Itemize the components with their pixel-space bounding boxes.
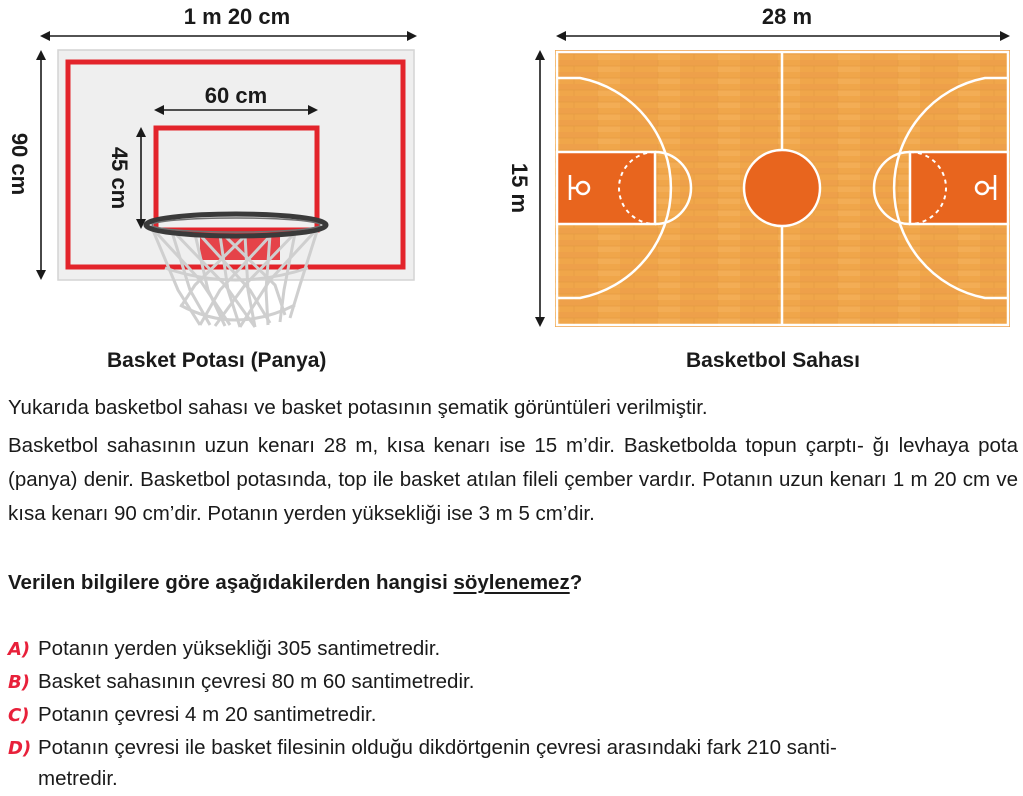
hoop-inner-height-label: 45 cm bbox=[107, 146, 132, 210]
option-c[interactable] bbox=[8, 700, 1018, 731]
question bbox=[8, 571, 582, 595]
option-a[interactable] bbox=[8, 634, 1018, 665]
court-caption: Basketbol Sahası bbox=[686, 349, 860, 372]
hoop-height-label: 90 cm bbox=[7, 132, 32, 196]
option-label: A) bbox=[8, 639, 31, 660]
option-text: Potanın çevresi 4 m 20 santimetredir. bbox=[38, 703, 377, 726]
center-circle bbox=[744, 150, 820, 226]
option-text-continued: metredir. bbox=[38, 767, 118, 790]
intro-text: Yukarıda basketbol sahası ve basket potasının şematik görüntüleri verilmiştir. bbox=[8, 396, 708, 419]
option-text: Basket sahasının çevresi 80 m 60 santimetredir. bbox=[38, 670, 475, 693]
court-width-label: 28 m bbox=[761, 4, 813, 29]
backboard-figure bbox=[0, 0, 430, 340]
question-suffix: ? bbox=[569, 571, 583, 594]
option-text: Potanın çevresi ile basket filesinin olduğu dikdörtgenin çevresi arasındaki fark 210 santi- bbox=[38, 736, 837, 759]
question-key: söylenemez bbox=[453, 571, 570, 594]
body-text: Basketbol sahasının uzun kenarı 28 m, kısa kenarı ise 15 m’dir. Basketbolda topun çarptı- ğı levhaya pota (panya) denir. Basketbol potasında, top ile basket atılan fileli çember vardır. Potanın uzun kenarı 1 m 20 cm ve kısa kenarı 90 cm’dir. Potanın yerden yüksekliği ise 3 m 5 cm’dir. bbox=[8, 434, 1018, 525]
hoop-width-label: 1 m 20 cm bbox=[183, 4, 291, 29]
option-label: C) bbox=[8, 705, 30, 726]
question-prefix: Verilen bilgilere göre aşağıdakilerden hangisi bbox=[8, 571, 454, 594]
option-label: B) bbox=[8, 672, 30, 693]
court-height-label: 15 m bbox=[507, 162, 532, 214]
option-d[interactable] bbox=[8, 733, 1018, 794]
hoop-inner-width-label: 60 cm bbox=[204, 83, 268, 108]
hoop-caption: Basket Potası (Panya) bbox=[107, 349, 327, 372]
option-text: Potanın yerden yüksekliği 305 santimetredir. bbox=[38, 637, 441, 660]
court-figure bbox=[500, 0, 1023, 340]
option-label: D) bbox=[8, 738, 32, 759]
option-b[interactable] bbox=[8, 667, 1018, 698]
